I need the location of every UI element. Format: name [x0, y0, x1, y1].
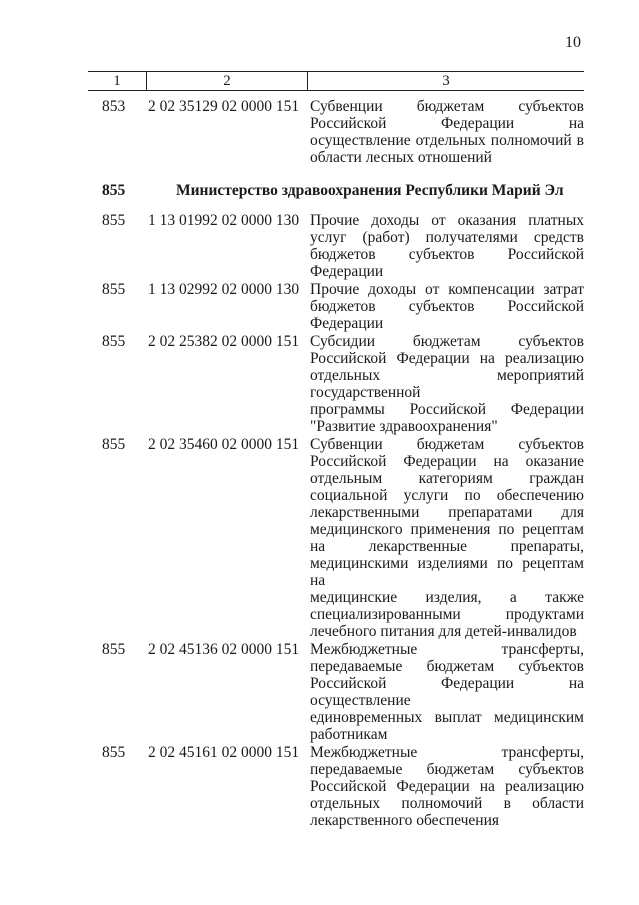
table-row: [88, 744, 588, 829]
table-row: [88, 333, 588, 435]
description-line: передаваемые бюджетам субъектов: [310, 761, 584, 778]
rows-before-ministry: [88, 98, 588, 166]
description-line: специализированными продуктами: [310, 606, 584, 623]
description-line: лекарственного обеспечения: [310, 812, 499, 829]
description-line: Прочие доходы от компенсации затрат: [310, 281, 584, 298]
description-line: медицинского применения по рецептам: [310, 521, 584, 538]
description-line: Российской Федерации на: [310, 115, 584, 132]
ministry-code: 855: [102, 182, 126, 199]
description-line: лечебного питания для детей-инвалидов: [310, 623, 577, 640]
description-line: Российской Федерации на реализацию: [310, 350, 584, 367]
table-row: [88, 212, 588, 280]
description-line: осуществление отдельных полномочий в: [310, 132, 584, 149]
description-line: передаваемые бюджетам субъектов: [310, 658, 584, 675]
description-line: медицинские изделия, а также: [310, 589, 584, 606]
column-header-1: 1: [88, 72, 147, 90]
table-row: [88, 98, 588, 166]
admin-code-cell: 855: [102, 744, 126, 761]
description-line: Федерации: [310, 263, 384, 280]
description-line: услуг (работ) получателями средств: [310, 229, 584, 246]
description-line: бюджетов субъектов Российской: [310, 246, 584, 263]
description-cell: [310, 98, 584, 166]
table-row: [88, 641, 588, 743]
description-line: отдельных полномочий в области: [310, 795, 584, 812]
description-line: Субвенции бюджетам субъектов: [310, 98, 584, 115]
description-line: единовременных выплат медицинским: [310, 709, 584, 726]
description-cell: [310, 744, 584, 829]
table-row: [88, 436, 588, 640]
description-cell: [310, 436, 584, 640]
admin-code-cell: 855: [102, 281, 126, 298]
description-line: медицинскими изделиями по рецептам на: [310, 555, 584, 589]
table-row: [88, 281, 588, 332]
description-line: Федерации: [310, 315, 384, 332]
rows-after-ministry: [88, 212, 588, 829]
description-line: области лесных отношений: [310, 149, 492, 166]
description-cell: [310, 641, 584, 743]
description-cell: [310, 333, 584, 435]
admin-code-cell: 855: [102, 212, 126, 229]
description-line: Российской Федерации на реализацию: [310, 778, 584, 795]
budget-code-cell: 2 02 25382 02 0000 151: [148, 333, 300, 350]
budget-code-cell: 2 02 35129 02 0000 151: [148, 98, 300, 115]
description-line: социальной услуги по обеспечению: [310, 487, 584, 504]
description-line: Субвенции бюджетам субъектов: [310, 436, 584, 453]
page-number: 10: [565, 34, 581, 51]
ministry-heading: [88, 182, 588, 200]
description-cell: [310, 212, 584, 280]
admin-code-cell: 855: [102, 641, 126, 658]
description-line: бюджетов субъектов Российской: [310, 298, 584, 315]
description-line: Прочие доходы от оказания платных: [310, 212, 584, 229]
budget-code-cell: 2 02 45161 02 0000 151: [148, 744, 300, 761]
description-line: отдельных мероприятий государственной: [310, 367, 584, 401]
admin-code-cell: 855: [102, 436, 126, 453]
description-line: на лекарственные препараты,: [310, 538, 584, 555]
description-line: "Развитие здравоохранения": [310, 418, 498, 435]
description-line: Межбюджетные трансферты,: [310, 744, 584, 761]
description-line: Межбюджетные трансферты,: [310, 641, 584, 658]
budget-code-cell: 1 13 01992 02 0000 130: [148, 212, 300, 229]
description-line: работникам: [310, 726, 388, 743]
description-line: программы Российской Федерации: [310, 401, 584, 418]
revenue-table: [88, 98, 588, 830]
column-header-row: [88, 71, 584, 91]
description-line: отдельным категориям граждан: [310, 470, 584, 487]
description-line: Российской Федерации на осуществление: [310, 675, 584, 709]
description-cell: [310, 281, 584, 332]
description-line: Субсидии бюджетам субъектов: [310, 333, 584, 350]
budget-code-cell: 1 13 02992 02 0000 130: [148, 281, 300, 298]
admin-code-cell: 853: [102, 98, 126, 115]
ministry-title: Министерство здравоохранения Республики Марий Эл: [176, 182, 564, 199]
admin-code-cell: 855: [102, 333, 126, 350]
column-header-3: 3: [442, 73, 450, 89]
budget-code-cell: 2 02 45136 02 0000 151: [148, 641, 300, 658]
budget-code-cell: 2 02 35460 02 0000 151: [148, 436, 300, 453]
description-line: Российской Федерации на оказание: [310, 453, 584, 470]
column-header-2: 2: [147, 72, 308, 90]
description-line: лекарственными препаратами для: [310, 504, 584, 521]
